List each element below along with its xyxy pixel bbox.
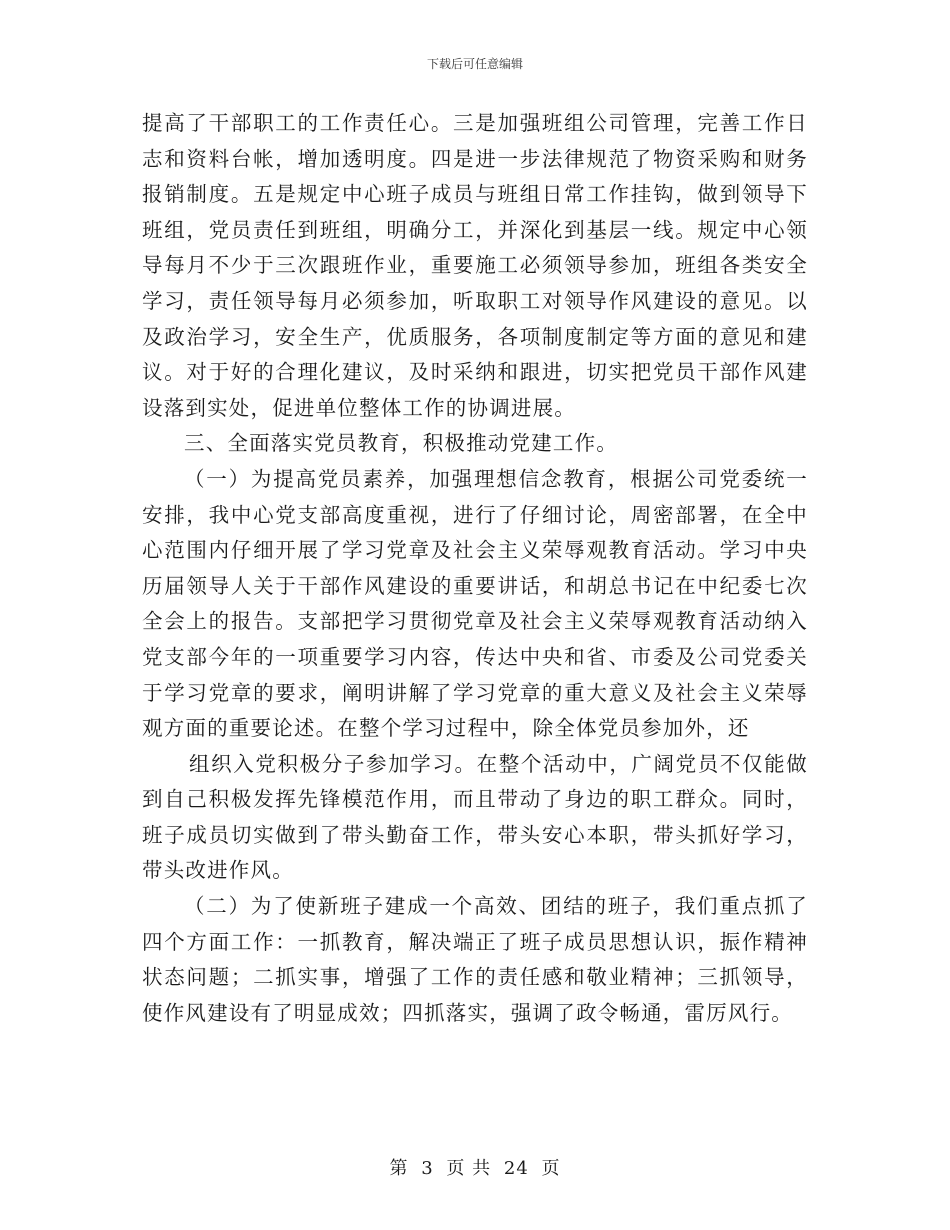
page-middle: 页 共: [446, 1158, 492, 1179]
header-note: 下载后可任意编辑: [426, 57, 523, 71]
current-page: 3: [421, 1158, 434, 1179]
page-prefix: 第: [389, 1158, 409, 1179]
paragraph-item-one-continued: 组织入党积极分子参加学习。在整个活动中，广阔党员不仅能做到自己积极发挥先锋模范作用，而且带动了身边的职工群众。同时，班子成员切实做到了带头勤奋工作，带头安心本职，带头抓好学习，带头改进作风。: [142, 751, 808, 883]
document-body: [142, 106, 808, 1031]
paragraph-continued: 提高了干部职工的工作责任心。三是加强班组公司管理，完善工作日志和资料台帐，增加透明度。四是进一步法律规范了物资采购和财务报销制度。五是规定中心班子成员与班组日常工作挂钩，做到领导下班组，党员责任到班组，明确分工，并深化到基层一线。规定中心领导每月不少于三次跟班作业，重要施工必须领导参加，班组各类安全学习，责任领导每月必须参加，听取职工对领导作风建设的意见。以及政治学习，安全生产，优质服务，各项制度制定等方面的意见和建议。对于好的合理化建议，及时采纳和跟进，切实把党员干部作风建设落到实处，促进单位整体工作的协调进展。: [142, 111, 808, 420]
paragraph-item-one: （一）为提高党员素养，加强理想信念教育，根据公司党委统一安排，我中心党支部高度重视，进行了仔细讨论，周密部署，在全中心范围内仔细开展了学习党章及社会主义荣辱观教育活动。学习中央历届领导人关于干部作风建设的重要讲话，和胡总书记在中纪委七次全会上的报告。支部把学习贯彻党章及社会主义荣辱观教育活动纳入党支部今年的一项重要学习内容，传达中央和省、市委及公司党委关于学习党章的要求，阐明讲解了学习党章的重大意义及社会主义荣辱观方面的重要论述。在整个学习过程中，除全体党员参加外，还: [142, 466, 808, 741]
total-pages: 24: [503, 1158, 529, 1179]
page-number: [0, 1154, 950, 1180]
paragraph-item-two: （二）为了使新班子建成一个高效、团结的班子，我们重点抓了四个方面工作：一抓教育，解决端正了班子成员思想认识，振作精神状态问题；二抓实事，增强了工作的责任感和敬业精神；三抓领导，使作风建设有了明显成效；四抓落实，强调了政令畅通，雷厉风行。: [142, 894, 808, 1025]
section-heading: 三、全面落实党员教育，积极推动党建工作。: [184, 431, 618, 456]
page-header: [0, 55, 950, 72]
page-suffix: 页: [541, 1158, 561, 1179]
